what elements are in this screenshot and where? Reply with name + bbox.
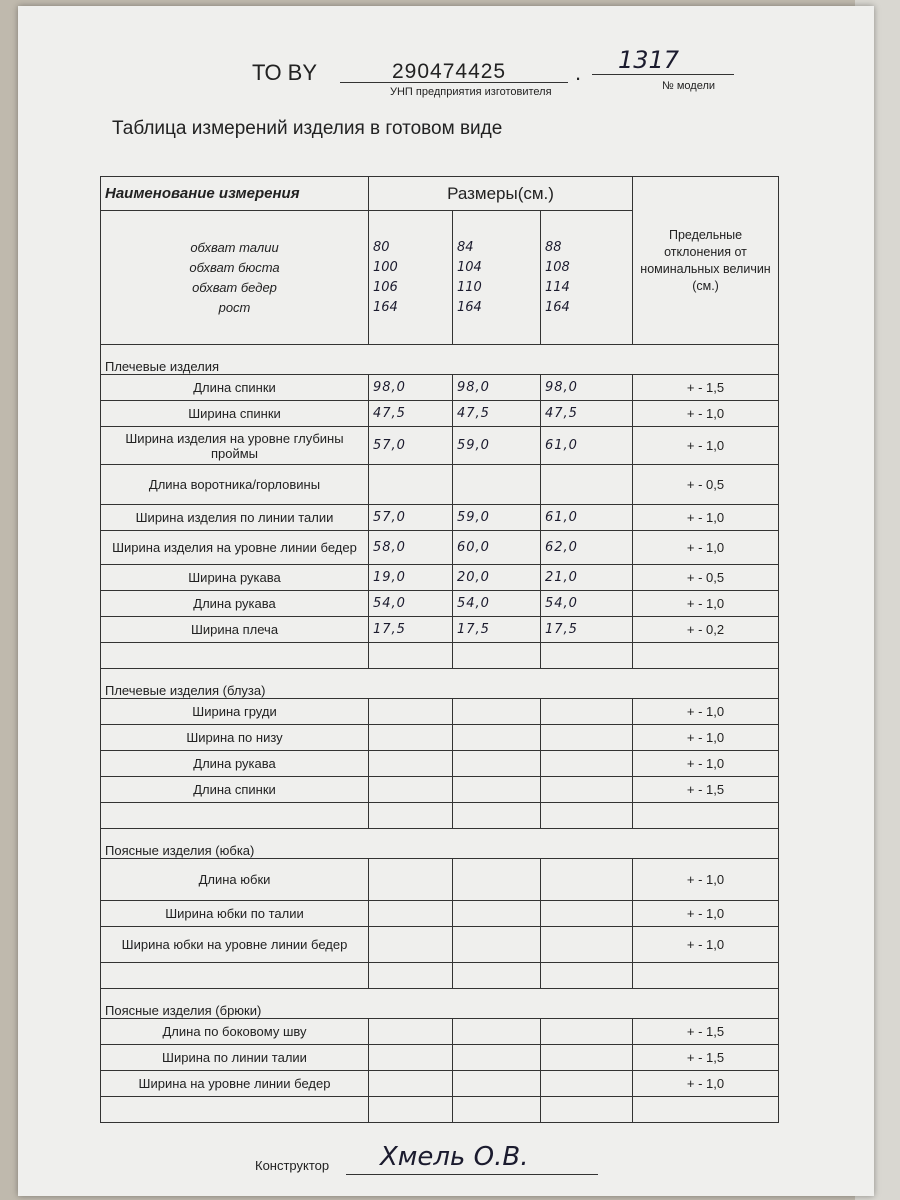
table-row [101, 1045, 779, 1071]
document-title: Таблица измерений изделия в готовом виде [112, 118, 503, 139]
measurement-value [541, 777, 633, 803]
measurement-value [541, 1097, 633, 1123]
tolerance-value: + - 1,0 [633, 591, 779, 617]
measurement-value [453, 1045, 541, 1071]
table-row [101, 505, 779, 531]
measurement-name: Ширина плеча [101, 617, 369, 643]
measurement-value [453, 751, 541, 777]
unp-number: 290474425 [392, 60, 507, 83]
table-row [101, 963, 779, 989]
measurement-value: 17,5 [453, 617, 541, 643]
measurement-name [101, 643, 369, 669]
table-row [101, 591, 779, 617]
measurement-value: 54,0 [369, 591, 453, 617]
measurement-value [369, 859, 453, 901]
size-value: 164 [545, 299, 570, 315]
measurement-value [453, 963, 541, 989]
tolerance-value: + - 0,5 [633, 465, 779, 505]
measurement-value [369, 901, 453, 927]
measurement-value [453, 859, 541, 901]
tolerance-value [633, 803, 779, 829]
section-title: Плечевые изделия [101, 345, 779, 375]
table-row [101, 777, 779, 803]
measurement-value: 17,5 [541, 617, 633, 643]
measurement-value [453, 465, 541, 505]
body-param-label: рост [218, 299, 251, 315]
measurement-name: Ширина по линии талии [101, 1045, 369, 1071]
measurement-name [101, 1097, 369, 1123]
measurement-value: 21,0 [541, 565, 633, 591]
measurement-value: 54,0 [541, 591, 633, 617]
tolerance-value: + - 1,5 [633, 375, 779, 401]
measurement-value: 61,0 [541, 427, 633, 465]
measurement-value [541, 699, 633, 725]
table-row [101, 1097, 779, 1123]
measurement-value [453, 901, 541, 927]
table-row [101, 531, 779, 565]
table-row [101, 859, 779, 901]
measurement-name: Ширина юбки на уровне линии бедер [101, 927, 369, 963]
measurement-value [541, 643, 633, 669]
measurement-value [541, 465, 633, 505]
tolerance-value: + - 1,0 [633, 901, 779, 927]
footer-label: Конструктор [255, 1158, 330, 1173]
measurement-name: Длина рукава [101, 591, 369, 617]
measurement-value: 98,0 [369, 375, 453, 401]
tolerance-value [633, 963, 779, 989]
table-row [101, 375, 779, 401]
tolerance-value: + - 1,0 [633, 505, 779, 531]
measurement-value [541, 927, 633, 963]
measurement-value: 61,0 [541, 505, 633, 531]
measurement-value: 20,0 [453, 565, 541, 591]
measurement-value: 19,0 [369, 565, 453, 591]
size-value: 88 [545, 239, 562, 255]
measurements-table [100, 176, 779, 1123]
measurement-value [369, 927, 453, 963]
measurement-value [453, 1019, 541, 1045]
header-dot: . [575, 60, 582, 85]
measurement-value: 98,0 [541, 375, 633, 401]
table-row [101, 927, 779, 963]
measurement-value [369, 1097, 453, 1123]
measurement-name [101, 803, 369, 829]
measurement-value: 60,0 [453, 531, 541, 565]
measurement-name: Длина спинки [101, 777, 369, 803]
sections-body [101, 345, 779, 1123]
measurement-value [453, 803, 541, 829]
section-header-row [101, 669, 779, 699]
tolerance-value: + - 0,2 [633, 617, 779, 643]
body-param-label: обхват талии [190, 239, 279, 255]
measurement-value [541, 1071, 633, 1097]
body-param-label: обхват бюста [189, 259, 280, 275]
measurement-value: 17,5 [369, 617, 453, 643]
measurement-value [541, 751, 633, 777]
tolerance-value: + - 0,5 [633, 565, 779, 591]
measurement-name: Ширина изделия на уровне глубины проймы [101, 427, 369, 465]
size-value: 164 [373, 299, 398, 315]
measurement-value [541, 859, 633, 901]
size-column-1 [369, 211, 453, 345]
measurement-value: 54,0 [453, 591, 541, 617]
body-params-labels [101, 211, 369, 345]
tolerance-value: + - 1,0 [633, 427, 779, 465]
section-header-row [101, 989, 779, 1019]
size-value: 164 [457, 299, 482, 315]
tolerance-value: + - 1,0 [633, 531, 779, 565]
table-row [101, 617, 779, 643]
tolerance-value: + - 1,5 [633, 1045, 779, 1071]
measurement-value [369, 1019, 453, 1045]
measurement-value: 57,0 [369, 505, 453, 531]
measurement-value [369, 1071, 453, 1097]
measurement-name: Ширина рукава [101, 565, 369, 591]
size-value: 80 [373, 239, 390, 255]
measurement-value [541, 725, 633, 751]
measurement-name: Ширина груди [101, 699, 369, 725]
measurement-value [453, 725, 541, 751]
table-row [101, 725, 779, 751]
measurement-value [453, 699, 541, 725]
measurement-value: 47,5 [369, 401, 453, 427]
model-caption: № модели [662, 80, 716, 92]
table-row [101, 643, 779, 669]
table-row [101, 803, 779, 829]
measurement-name: Ширина изделия по линии талии [101, 505, 369, 531]
signature-underline [346, 1174, 598, 1175]
size-value: 104 [457, 259, 482, 275]
tolerance-value: + - 1,5 [633, 1019, 779, 1045]
tolerance-value [633, 1097, 779, 1123]
measurement-name: Длина воротника/горловины [101, 465, 369, 505]
measurement-name: Длина юбки [101, 859, 369, 901]
size-value: 100 [373, 259, 398, 275]
measurement-value [369, 699, 453, 725]
measurement-value [541, 963, 633, 989]
measurement-name: Длина по боковому шву [101, 1019, 369, 1045]
size-value: 84 [457, 239, 474, 255]
table-row [101, 1071, 779, 1097]
tolerance-value: + - 1,0 [633, 927, 779, 963]
measurement-name: Ширина спинки [101, 401, 369, 427]
measurement-value [369, 725, 453, 751]
measurement-value [453, 1071, 541, 1097]
tolerance-value: + - 1,5 [633, 777, 779, 803]
size-column-2 [453, 211, 541, 345]
measurement-value [369, 751, 453, 777]
unp-caption: УНП предприятия изготовителя [390, 86, 552, 98]
signature: Хмель О.В. [380, 1142, 529, 1172]
section-title: Плечевые изделия (блуза) [101, 669, 779, 699]
measurement-value [453, 927, 541, 963]
body-param-label: обхват бедер [192, 279, 277, 295]
measurement-name [101, 963, 369, 989]
table-row [101, 1019, 779, 1045]
measurement-value [369, 963, 453, 989]
measurement-value [541, 803, 633, 829]
measurement-value [541, 1019, 633, 1045]
table-row [101, 901, 779, 927]
tolerance-value: + - 1,0 [633, 751, 779, 777]
column-header-name: Наименование измерения [101, 177, 369, 211]
measurement-value [541, 901, 633, 927]
measurement-value [369, 643, 453, 669]
measurement-name: Ширина на уровне линии бедер [101, 1071, 369, 1097]
measurement-name: Длина спинки [101, 375, 369, 401]
table-row [101, 427, 779, 465]
measurement-value [369, 465, 453, 505]
measurement-name: Ширина по низу [101, 725, 369, 751]
measurement-value [369, 803, 453, 829]
tolerance-value: + - 1,0 [633, 725, 779, 751]
measurement-value [453, 1097, 541, 1123]
measurement-value: 57,0 [369, 427, 453, 465]
doc-prefix: ТО BY [252, 60, 318, 85]
table-row [101, 699, 779, 725]
measurement-value: 59,0 [453, 505, 541, 531]
section-header-row [101, 345, 779, 375]
measurement-value [453, 777, 541, 803]
tolerance-value: + - 1,0 [633, 1071, 779, 1097]
size-column-3 [541, 211, 633, 345]
tolerance-value: + - 1,0 [633, 859, 779, 901]
model-number: 1317 [618, 46, 680, 74]
measurement-value [369, 1045, 453, 1071]
table-row [101, 751, 779, 777]
tolerance-value [633, 643, 779, 669]
model-underline [592, 74, 734, 75]
size-value: 108 [545, 259, 570, 275]
measurement-value: 62,0 [541, 531, 633, 565]
column-header-tolerance: Предельные отклонения от номинальных величин (см.) [633, 177, 779, 345]
measurement-name: Ширина юбки по талии [101, 901, 369, 927]
section-title: Поясные изделия (юбка) [101, 829, 779, 859]
section-header-row [101, 829, 779, 859]
measurement-value [369, 777, 453, 803]
size-value: 106 [373, 279, 398, 295]
tolerance-value: + - 1,0 [633, 699, 779, 725]
table-row [101, 565, 779, 591]
measurement-value [453, 643, 541, 669]
table-row [101, 465, 779, 505]
measurement-name: Ширина изделия на уровне линии бедер [101, 531, 369, 565]
measurement-value [541, 1045, 633, 1071]
size-value: 110 [457, 279, 482, 295]
tolerance-value: + - 1,0 [633, 401, 779, 427]
measurement-value: 47,5 [453, 401, 541, 427]
column-header-sizes: Размеры(см.) [369, 177, 633, 211]
measurement-value: 59,0 [453, 427, 541, 465]
section-title: Поясные изделия (брюки) [101, 989, 779, 1019]
table-row [101, 401, 779, 427]
measurement-value: 47,5 [541, 401, 633, 427]
measurement-name: Длина рукава [101, 751, 369, 777]
size-value: 114 [545, 279, 570, 295]
measurement-value: 58,0 [369, 531, 453, 565]
measurement-value: 98,0 [453, 375, 541, 401]
